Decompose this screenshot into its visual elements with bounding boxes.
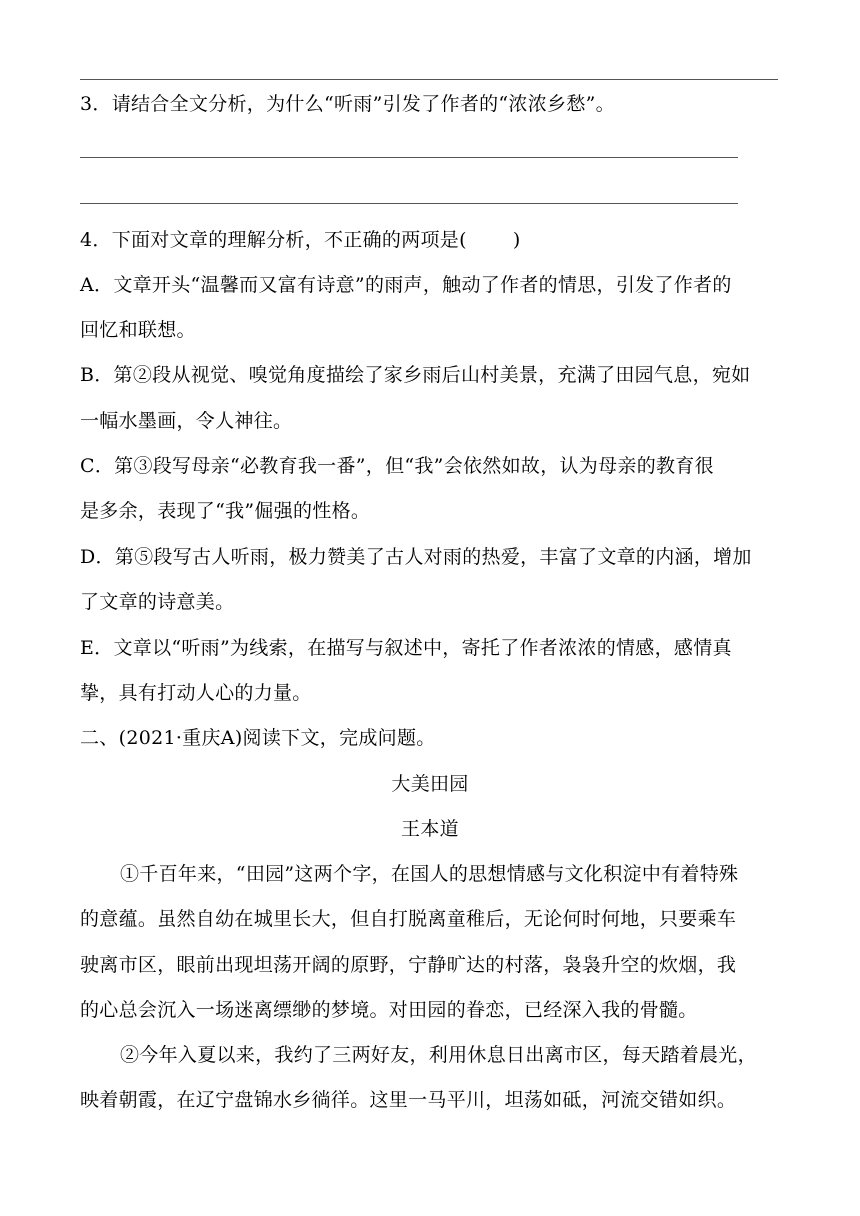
article-author: 王本道	[401, 818, 459, 840]
option-b-line-2: 一幅水墨画，令人神往。	[80, 410, 293, 432]
question-3: 3．请结合全文分析，为什么“听雨”引发了作者的“浓浓乡愁”。	[80, 93, 615, 115]
question-4	[80, 228, 780, 252]
option-a-line-2: 回忆和联想。	[80, 319, 196, 341]
option-d-line-1: D．第⑤段写古人听雨，极力赞美了古人对雨的热爱，丰富了文章的内涵，增加	[80, 546, 752, 568]
paragraph-1-line-1: ①千百年来，“田园”这两个字，在国人的思想情感与文化积淀中有着特殊	[120, 863, 739, 885]
answer-line-2	[80, 203, 738, 204]
option-c-line-1: C．第③段写母亲“必教育我一番”，但“我”会依然如故，认为母亲的教育很	[80, 455, 714, 477]
article-title: 大美田园	[391, 773, 469, 795]
question-4-stem: 4．下面对文章的理解分析，不正确的两项是(	[80, 229, 467, 251]
paragraph-2-line-1: ②今年入夏以来，我约了三两好友，利用休息日出离市区，每天踏着晨光，	[120, 1044, 757, 1066]
answer-line-1	[80, 157, 738, 158]
paragraph-1-line-4: 的心总会沉入一场迷离缥缈的梦境。对田园的眷恋，已经深入我的骨髓。	[80, 999, 698, 1021]
option-c-line-2: 是多余，表现了“我”倔强的性格。	[80, 500, 371, 522]
option-a-line-1: A．文章开头“温馨而又富有诗意”的雨声，触动了作者的情思，引发了作者的	[80, 274, 732, 296]
option-b-line-1: B．第②段从视觉、嗅觉角度描绘了家乡雨后山村美景，充满了田园气息，宛如	[80, 364, 751, 386]
option-d-line-2: 了文章的诗意美。	[80, 591, 235, 613]
option-e-line-2: 挚，具有打动人心的力量。	[80, 682, 312, 704]
paragraph-2-line-2: 映着朝霞，在辽宁盘锦水乡徜徉。这里一马平川，坦荡如砥，河流交错如织。	[80, 1089, 737, 1111]
section-2-heading: 二、(2021·重庆A)阅读下文，完成问题。	[80, 727, 436, 749]
option-e-line-1: E．文章以“听雨”为线索，在描写与叙述中，寄托了作者浓浓的情感，感情真	[80, 637, 732, 659]
paragraph-1-line-2: 的意蕴。虽然自幼在城里长大，但自打脱离童稚后，无论何时何地，只要乘车	[80, 908, 737, 930]
question-4-stem-close: )	[512, 229, 521, 251]
top-answer-line	[80, 79, 778, 80]
paragraph-1-line-3: 驶离市区，眼前出现坦荡开阔的原野，宁静旷达的村落，袅袅升空的炊烟，我	[80, 954, 737, 976]
